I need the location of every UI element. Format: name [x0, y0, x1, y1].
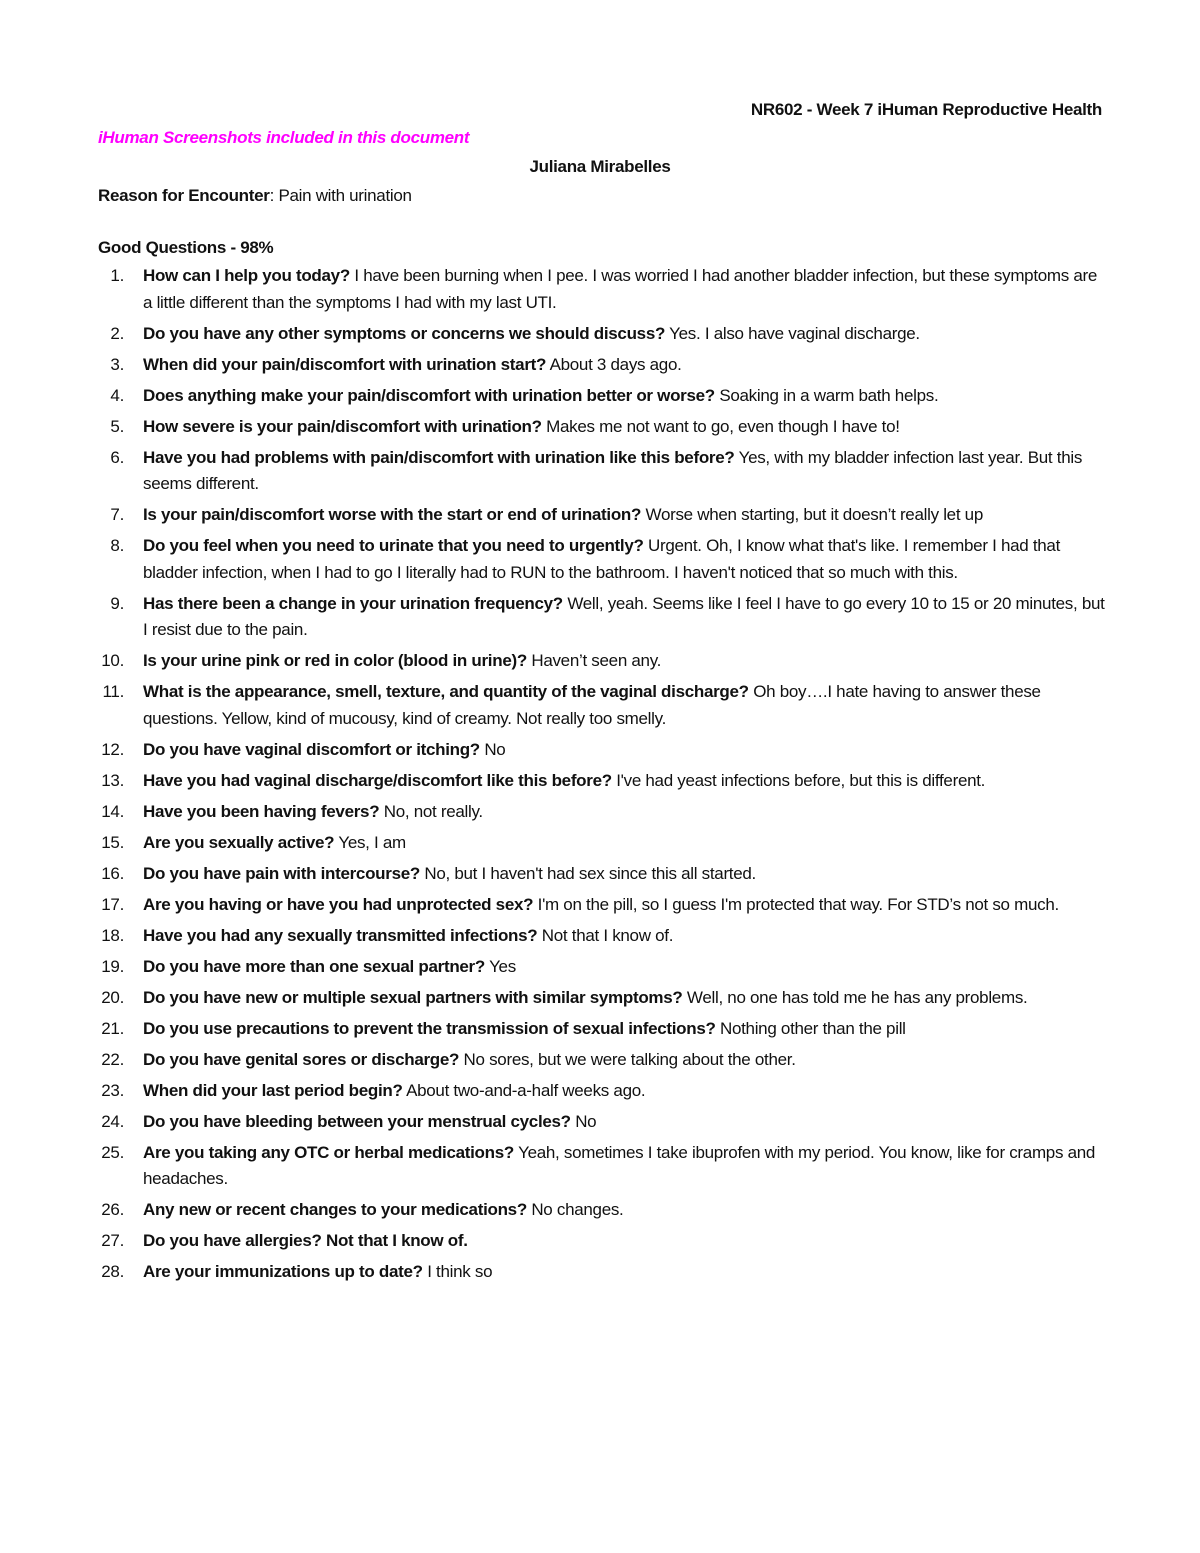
item-number: 5.	[110, 416, 124, 436]
question-text: Do you have genital sores or discharge?	[143, 1049, 460, 1069]
answer-text: Yes, I am	[334, 832, 406, 852]
answer-text: Yeah, sometimes I take ibuprofen with my period. You know, like for cramps and headaches.	[143, 1142, 1096, 1188]
item-number: 24.	[101, 1111, 124, 1131]
list-item	[98, 679, 1108, 732]
question-text: Have you had any sexually transmitted infections?	[143, 925, 538, 945]
list-item	[98, 591, 1108, 644]
question-text: Do you use precautions to prevent the transmission of sexual infections?	[143, 1018, 716, 1038]
question-text: Do you have more than one sexual partner?	[143, 956, 485, 976]
item-number: 22.	[101, 1049, 124, 1069]
item-number: 13.	[101, 770, 124, 790]
answer-text: Nothing other than the pill	[715, 1018, 906, 1038]
list-item	[98, 830, 1108, 857]
item-number: 16.	[101, 863, 124, 883]
item-number: 12.	[101, 739, 124, 759]
item-number: 3.	[110, 354, 124, 374]
item-number: 17.	[101, 894, 124, 914]
list-item	[98, 1197, 1108, 1224]
answer-text: No, not really.	[379, 801, 483, 821]
question-text: Do you feel when you need to urinate that you need to urgently?	[143, 536, 644, 555]
question-text: Are your immunizations up to date?	[143, 1262, 423, 1281]
answer-text: Soaking in a warm bath helps.	[714, 385, 939, 405]
answer-text: Not that I know of.	[537, 925, 674, 945]
answer-text: I have been burning when I pee. I was worried I had another bladder infection, but these symptoms are a little different than the symptoms I had with my last UTI.	[143, 266, 1098, 312]
answer-text: No	[570, 1111, 597, 1131]
question-text: How can I help you today?	[143, 266, 350, 285]
answer-text: Yes. I also have vaginal discharge.	[665, 323, 920, 343]
item-number: 15.	[101, 832, 124, 852]
question-text: Do you have any other symptoms or concerns we should discuss?	[143, 323, 666, 343]
question-text: Does anything make your pain/discomfort with urination better or worse?	[143, 385, 715, 405]
answer-text: Makes me not want to go, even though I have to!	[541, 416, 900, 436]
question-text: Have you had vaginal discharge/discomfort like this before?	[143, 770, 612, 790]
question-text: When did your last period begin?	[143, 1080, 403, 1100]
item-number: 1.	[110, 266, 124, 285]
list-item	[98, 1228, 1108, 1255]
list-item	[98, 861, 1108, 888]
document-title: NR602 - Week 7 iHuman Reproductive Health	[750, 100, 1102, 119]
item-number: 2.	[110, 323, 124, 343]
item-number: 8.	[110, 536, 124, 555]
list-item	[98, 799, 1108, 826]
item-number: 9.	[110, 593, 124, 613]
item-number: 6.	[110, 447, 124, 467]
answer-text: About two-and-a-half weeks ago.	[402, 1080, 646, 1100]
answer-text: I think so	[422, 1262, 493, 1281]
list-item	[98, 1109, 1108, 1136]
question-text: Any new or recent changes to your medications?	[143, 1200, 527, 1219]
item-number: 25.	[101, 1142, 124, 1162]
question-text: How severe is your pain/discomfort with urination?	[143, 416, 542, 436]
question-text: Has there been a change in your urination frequency?	[143, 593, 563, 613]
question-text: Is your urine pink or red in color (blood in urine)?	[143, 651, 527, 670]
question-text: Have you been having fevers?	[143, 801, 380, 821]
answer-text: Urgent. Oh, I know what that's like. I remember I had that bladder infection, when I had to go I literally had to RUN to the bathroom. I haven't noticed that so much with this.	[143, 536, 1061, 582]
section-heading: Good Questions - 98%	[98, 238, 274, 257]
item-number: 4.	[110, 385, 124, 405]
answer-text: No sores, but we were talking about the other.	[459, 1049, 796, 1069]
list-item	[98, 985, 1108, 1012]
question-text: Do you have allergies? Not that I know of.	[143, 1231, 468, 1250]
question-text: When did your pain/discomfort with urination start?	[143, 354, 547, 374]
answer-text: I'm on the pill, so I guess I'm protected that way. For STD’s not so much.	[533, 894, 1059, 914]
question-text: Have you had problems with pain/discomfort with urination like this before?	[143, 447, 735, 467]
list-item	[98, 1016, 1108, 1043]
item-number: 7.	[110, 505, 124, 524]
answer-text: I've had yeast infections before, but this is different.	[611, 770, 986, 790]
answer-text: About 3 days ago.	[546, 354, 682, 374]
list-item	[98, 954, 1108, 981]
answer-text: No	[479, 739, 506, 759]
item-number: 27.	[101, 1231, 124, 1250]
list-item	[98, 445, 1108, 498]
list-item	[98, 648, 1108, 675]
question-text: Do you have new or multiple sexual partners with similar symptoms?	[143, 987, 683, 1007]
question-text: Do you have vaginal discomfort or itching?	[143, 739, 480, 759]
item-number: 26.	[101, 1200, 124, 1219]
list-item	[98, 321, 1108, 348]
question-text: Do you have pain with intercourse?	[143, 863, 420, 883]
answer-text: No changes.	[526, 1200, 624, 1219]
list-item	[98, 533, 1108, 586]
question-text: Are you having or have you had unprotected sex?	[143, 894, 534, 914]
reason-value: : Pain with urination	[269, 186, 412, 205]
item-number: 28.	[101, 1262, 124, 1281]
answer-text: Well, no one has told me he has any problems.	[682, 987, 1028, 1007]
answer-text: Yes, with my bladder infection last year. But this seems different.	[143, 447, 1083, 493]
item-number: 14.	[101, 801, 124, 821]
list-item	[98, 383, 1108, 410]
item-number: 18.	[101, 925, 124, 945]
list-item	[98, 1078, 1108, 1105]
answer-text: Well, yeah. Seems like I feel I have to go every 10 to 15 or 20 minutes, but I resist due to the pain.	[143, 593, 1105, 639]
reason-for-encounter	[98, 186, 412, 206]
answer-text: Yes	[484, 956, 516, 976]
list-item	[98, 1140, 1108, 1193]
patient-name: Juliana Mirabelles	[529, 157, 671, 176]
question-list	[98, 263, 1108, 1290]
list-item	[98, 737, 1108, 764]
answer-text: Worse when starting, but it doesn’t really let up	[641, 505, 983, 524]
answer-text: Oh boy….I hate having to answer these questions. Yellow, kind of mucousy, kind of creamy. Not really too smelly.	[143, 682, 1041, 728]
question-text: Are you sexually active?	[143, 832, 335, 852]
answer-text: No, but I haven't had sex since this all started.	[419, 863, 756, 883]
list-item	[98, 352, 1108, 379]
screenshot-note: iHuman Screenshots included in this document	[98, 128, 470, 147]
list-item	[98, 263, 1108, 316]
item-number: 19.	[101, 956, 124, 976]
question-text: Is your pain/discomfort worse with the start or end of urination?	[143, 505, 642, 524]
item-number: 10.	[101, 651, 124, 670]
item-number: 11.	[102, 682, 124, 701]
item-number: 21.	[101, 1018, 124, 1038]
list-item	[98, 502, 1108, 529]
answer-text: Haven’t seen any.	[526, 651, 662, 670]
list-item	[98, 414, 1108, 441]
question-text: Are you taking any OTC or herbal medications?	[143, 1142, 514, 1162]
list-item	[98, 768, 1108, 795]
item-number: 23.	[101, 1080, 124, 1100]
reason-label: Reason for Encounter	[98, 186, 270, 205]
item-number: 20.	[101, 987, 124, 1007]
list-item	[98, 1047, 1108, 1074]
question-text: Do you have bleeding between your menstrual cycles?	[143, 1111, 571, 1131]
list-item	[98, 892, 1108, 919]
question-text: What is the appearance, smell, texture, and quantity of the vaginal discharge?	[143, 682, 749, 701]
list-item	[98, 1259, 1108, 1286]
list-item	[98, 923, 1108, 950]
